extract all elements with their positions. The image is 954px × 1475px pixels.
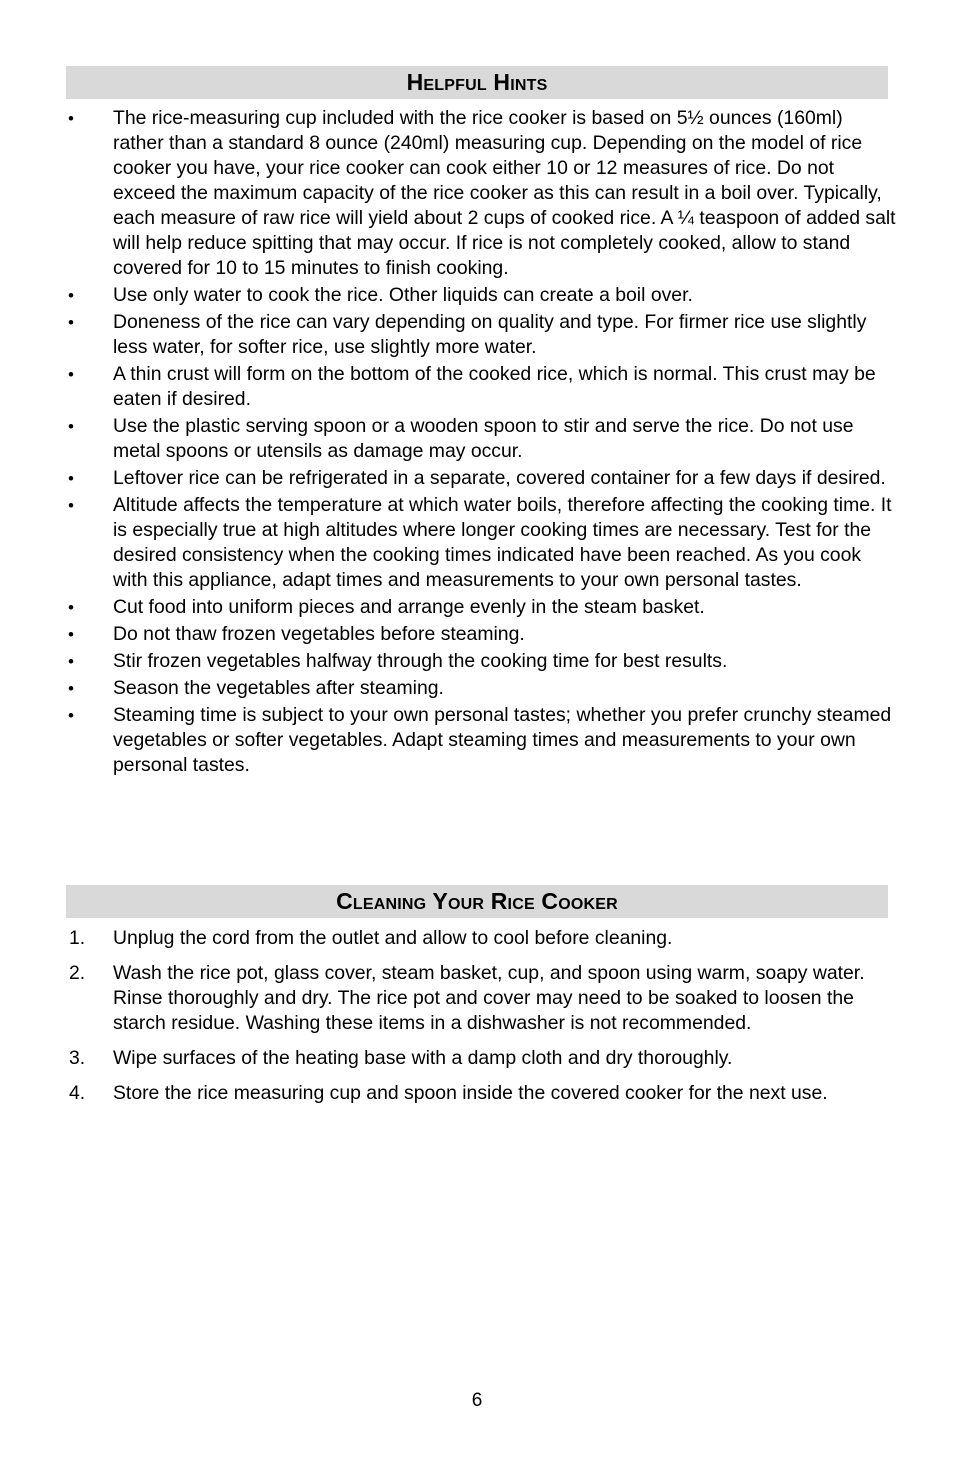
- bullet-marker: •: [68, 598, 74, 617]
- hint-text: Season the vegetables after steaming.: [113, 677, 444, 699]
- hint-text: A thin crust will form on the bottom of the cooked rice, which is normal. This crust may be eaten if desired.: [113, 363, 876, 410]
- list-item: [66, 961, 896, 1036]
- list-item: [66, 283, 896, 308]
- list-item: [66, 362, 896, 412]
- step-text: Unplug the cord from the outlet and allow to cool before cleaning.: [113, 927, 673, 949]
- step-number: 3.: [69, 1047, 86, 1069]
- bullet-marker: •: [68, 109, 74, 128]
- hint-text: Leftover rice can be refrigerated in a separate, covered container for a few days if desired.: [113, 467, 886, 489]
- bullet-marker: •: [68, 365, 74, 384]
- list-item: [66, 106, 896, 281]
- hint-text: Steaming time is subject to your own personal tastes; whether you prefer crunchy steamed vegetables or softer vegetables. Adapt steaming times and measurements to your own personal tastes.: [113, 704, 892, 776]
- hint-text: The rice-measuring cup included with the rice cooker is based on 5½ ounces (160ml) rather than a standard 8 ounce (240ml) measuring cup. Depending on the model of rice cooker you have, your rice cooker can cook either 10 or 12 measures of rice. Do not exceed the maximum capacity of the rice cooker as this can result in a boil over. Typically, each measure of raw rice will yield about 2 cups of cooked rice. A ¼ teaspoon of added salt will help reduce spitting that may occur. If rice is not completely cooked, allow to stand covered for 10 to 15 minutes to finish cooking.: [113, 107, 896, 279]
- bullet-marker: •: [68, 625, 74, 644]
- list-item: [66, 649, 896, 674]
- cleaning-steps-list: [66, 926, 896, 1116]
- cleaning-heading: Cleaning Your Rice Cooker: [66, 885, 888, 918]
- hint-text: Stir frozen vegetables halfway through the cooking time for best results.: [113, 650, 728, 672]
- bullet-marker: •: [68, 706, 74, 725]
- step-number: 4.: [69, 1082, 86, 1104]
- bullet-marker: •: [68, 286, 74, 305]
- helpful-hints-list: [66, 106, 896, 780]
- list-item: [66, 676, 896, 701]
- bullet-marker: •: [68, 417, 74, 436]
- list-item: [66, 493, 896, 593]
- list-item: [66, 466, 896, 491]
- bullet-marker: •: [68, 313, 74, 332]
- hint-text: Altitude affects the temperature at which water boils, therefore affecting the cooking time. It is especially true at high altitudes where longer cooking times are necessary. Test for the desired consistency when the cooking times indicated have been reached. As you cook with this appliance, adapt times and measurements to your own personal tastes.: [113, 494, 892, 591]
- step-text: Wipe surfaces of the heating base with a damp cloth and dry thoroughly.: [113, 1047, 733, 1069]
- list-item: [66, 310, 896, 360]
- step-number: 1.: [69, 927, 86, 949]
- list-item: [66, 1046, 896, 1071]
- step-number: 2.: [69, 962, 86, 984]
- hint-text: Do not thaw frozen vegetables before steaming.: [113, 623, 525, 645]
- hint-text: Doneness of the rice can vary depending on quality and type. For firmer rice use slightly less water, for softer rice, use slightly more water.: [113, 311, 867, 358]
- step-text: Store the rice measuring cup and spoon inside the covered cooker for the next use.: [113, 1082, 828, 1104]
- list-item: [66, 622, 896, 647]
- list-item: [66, 926, 896, 951]
- hint-text: Use only water to cook the rice. Other liquids can create a boil over.: [113, 284, 693, 306]
- list-item: [66, 1081, 896, 1106]
- page-number: 6: [471, 1390, 483, 1411]
- list-item: [66, 414, 896, 464]
- hint-text: Use the plastic serving spoon or a wooden spoon to stir and serve the rice. Do not use metal spoons or utensils as damage may occur.: [113, 415, 854, 462]
- bullet-marker: •: [68, 652, 74, 671]
- step-text: Wash the rice pot, glass cover, steam basket, cup, and spoon using warm, soapy water. Rinse thoroughly and dry. The rice pot and cover may need to be soaked to loosen the starch residue. Washing these items in a dishwasher is not recommended.: [113, 962, 865, 1034]
- list-item: [66, 703, 896, 778]
- hint-text: Cut food into uniform pieces and arrange evenly in the steam basket.: [113, 596, 705, 618]
- list-item: [66, 595, 896, 620]
- bullet-marker: •: [68, 469, 74, 488]
- bullet-marker: •: [68, 679, 74, 698]
- helpful-hints-heading: Helpful Hints: [66, 66, 888, 99]
- bullet-marker: •: [68, 496, 74, 515]
